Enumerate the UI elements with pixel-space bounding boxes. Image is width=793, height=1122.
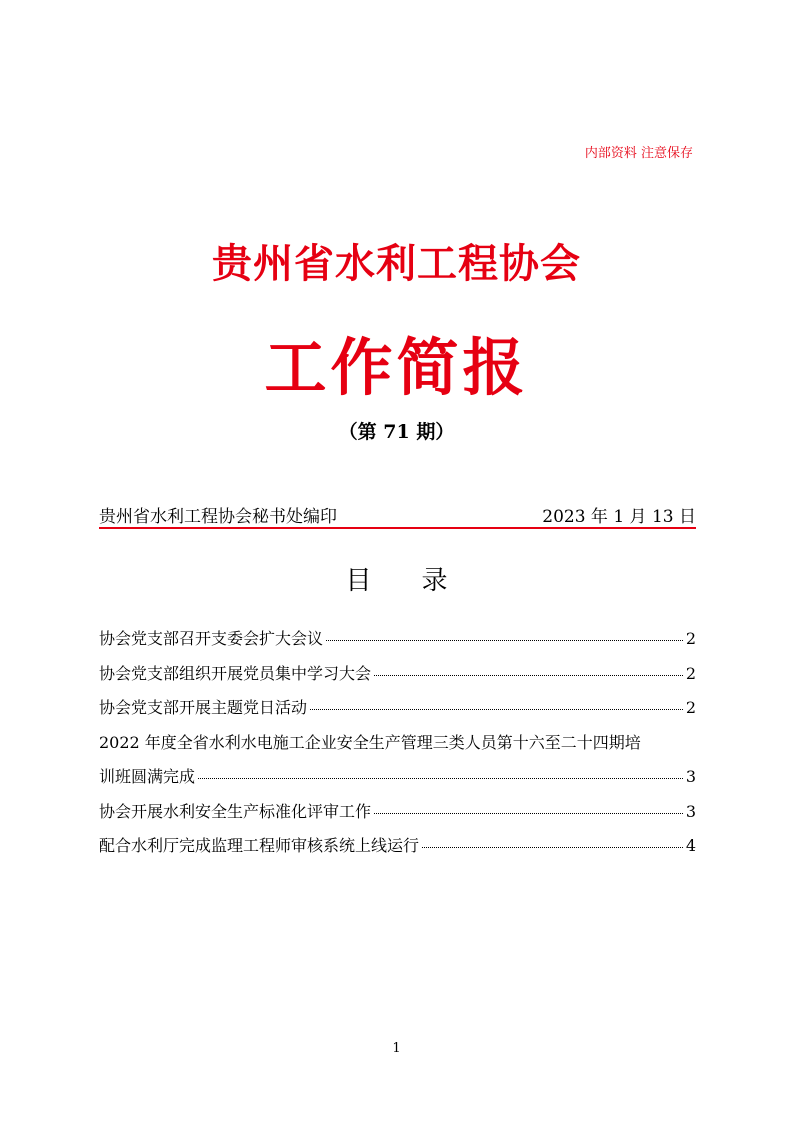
- toc-entry[interactable]: [99, 795, 696, 830]
- toc-entry[interactable]: [99, 657, 696, 692]
- toc-entry-text: 协会党支部召开支委会扩大会议: [99, 629, 324, 648]
- toc-entry-text: 配合水利厅完成监理工程师审核系统上线运行: [99, 836, 420, 855]
- toc-entry-line2[interactable]: [99, 760, 696, 795]
- toc-title: 目录: [345, 566, 498, 596]
- toc-entry-page: 2: [685, 663, 696, 683]
- red-divider: [99, 527, 696, 529]
- toc-entry-page: 4: [685, 836, 696, 855]
- editor-line: [99, 502, 696, 527]
- toc-entry[interactable]: [99, 691, 696, 726]
- dot-leader: [374, 675, 683, 676]
- editor: 贵州省水利工程协会秘书处编印: [99, 507, 337, 527]
- toc-entry-page: 2: [685, 698, 696, 717]
- toc-entry[interactable]: [99, 622, 696, 657]
- toc-entry-text: 协会开展水利安全生产标准化评审工作: [99, 801, 372, 821]
- dot-leader: [198, 778, 683, 779]
- dot-leader: [422, 847, 683, 848]
- organization-title: 贵州省水利工程协会: [212, 240, 581, 287]
- toc-entry-text: 协会党支部开展主题党日活动: [99, 698, 308, 717]
- table-of-contents: [99, 622, 696, 864]
- dot-leader: [326, 640, 683, 641]
- dot-leader: [310, 709, 683, 710]
- toc-entry-text: 训班圆满完成: [99, 767, 196, 786]
- internal-note: 内部资料 注意保存: [584, 146, 693, 161]
- toc-entry-page: 3: [685, 801, 696, 821]
- publication-title: 工作简报: [264, 331, 529, 404]
- toc-entry-page: 3: [685, 767, 696, 786]
- toc-entry-page: 2: [685, 629, 696, 648]
- toc-entry[interactable]: [99, 829, 696, 864]
- toc-entry-text: 协会党支部组织开展党员集中学习大会: [99, 663, 372, 683]
- issue-number: （第 71 期）: [338, 421, 455, 443]
- publish-date: 2023 年 1 月 13 日: [542, 507, 696, 527]
- toc-entry-line1[interactable]: [99, 726, 696, 761]
- page-number: 1: [392, 1041, 401, 1056]
- dot-leader: [374, 813, 683, 814]
- toc-entry-text: 2022 年度全省水利水电施工企业安全生产管理三类人员第十六至二十四期培: [99, 732, 641, 752]
